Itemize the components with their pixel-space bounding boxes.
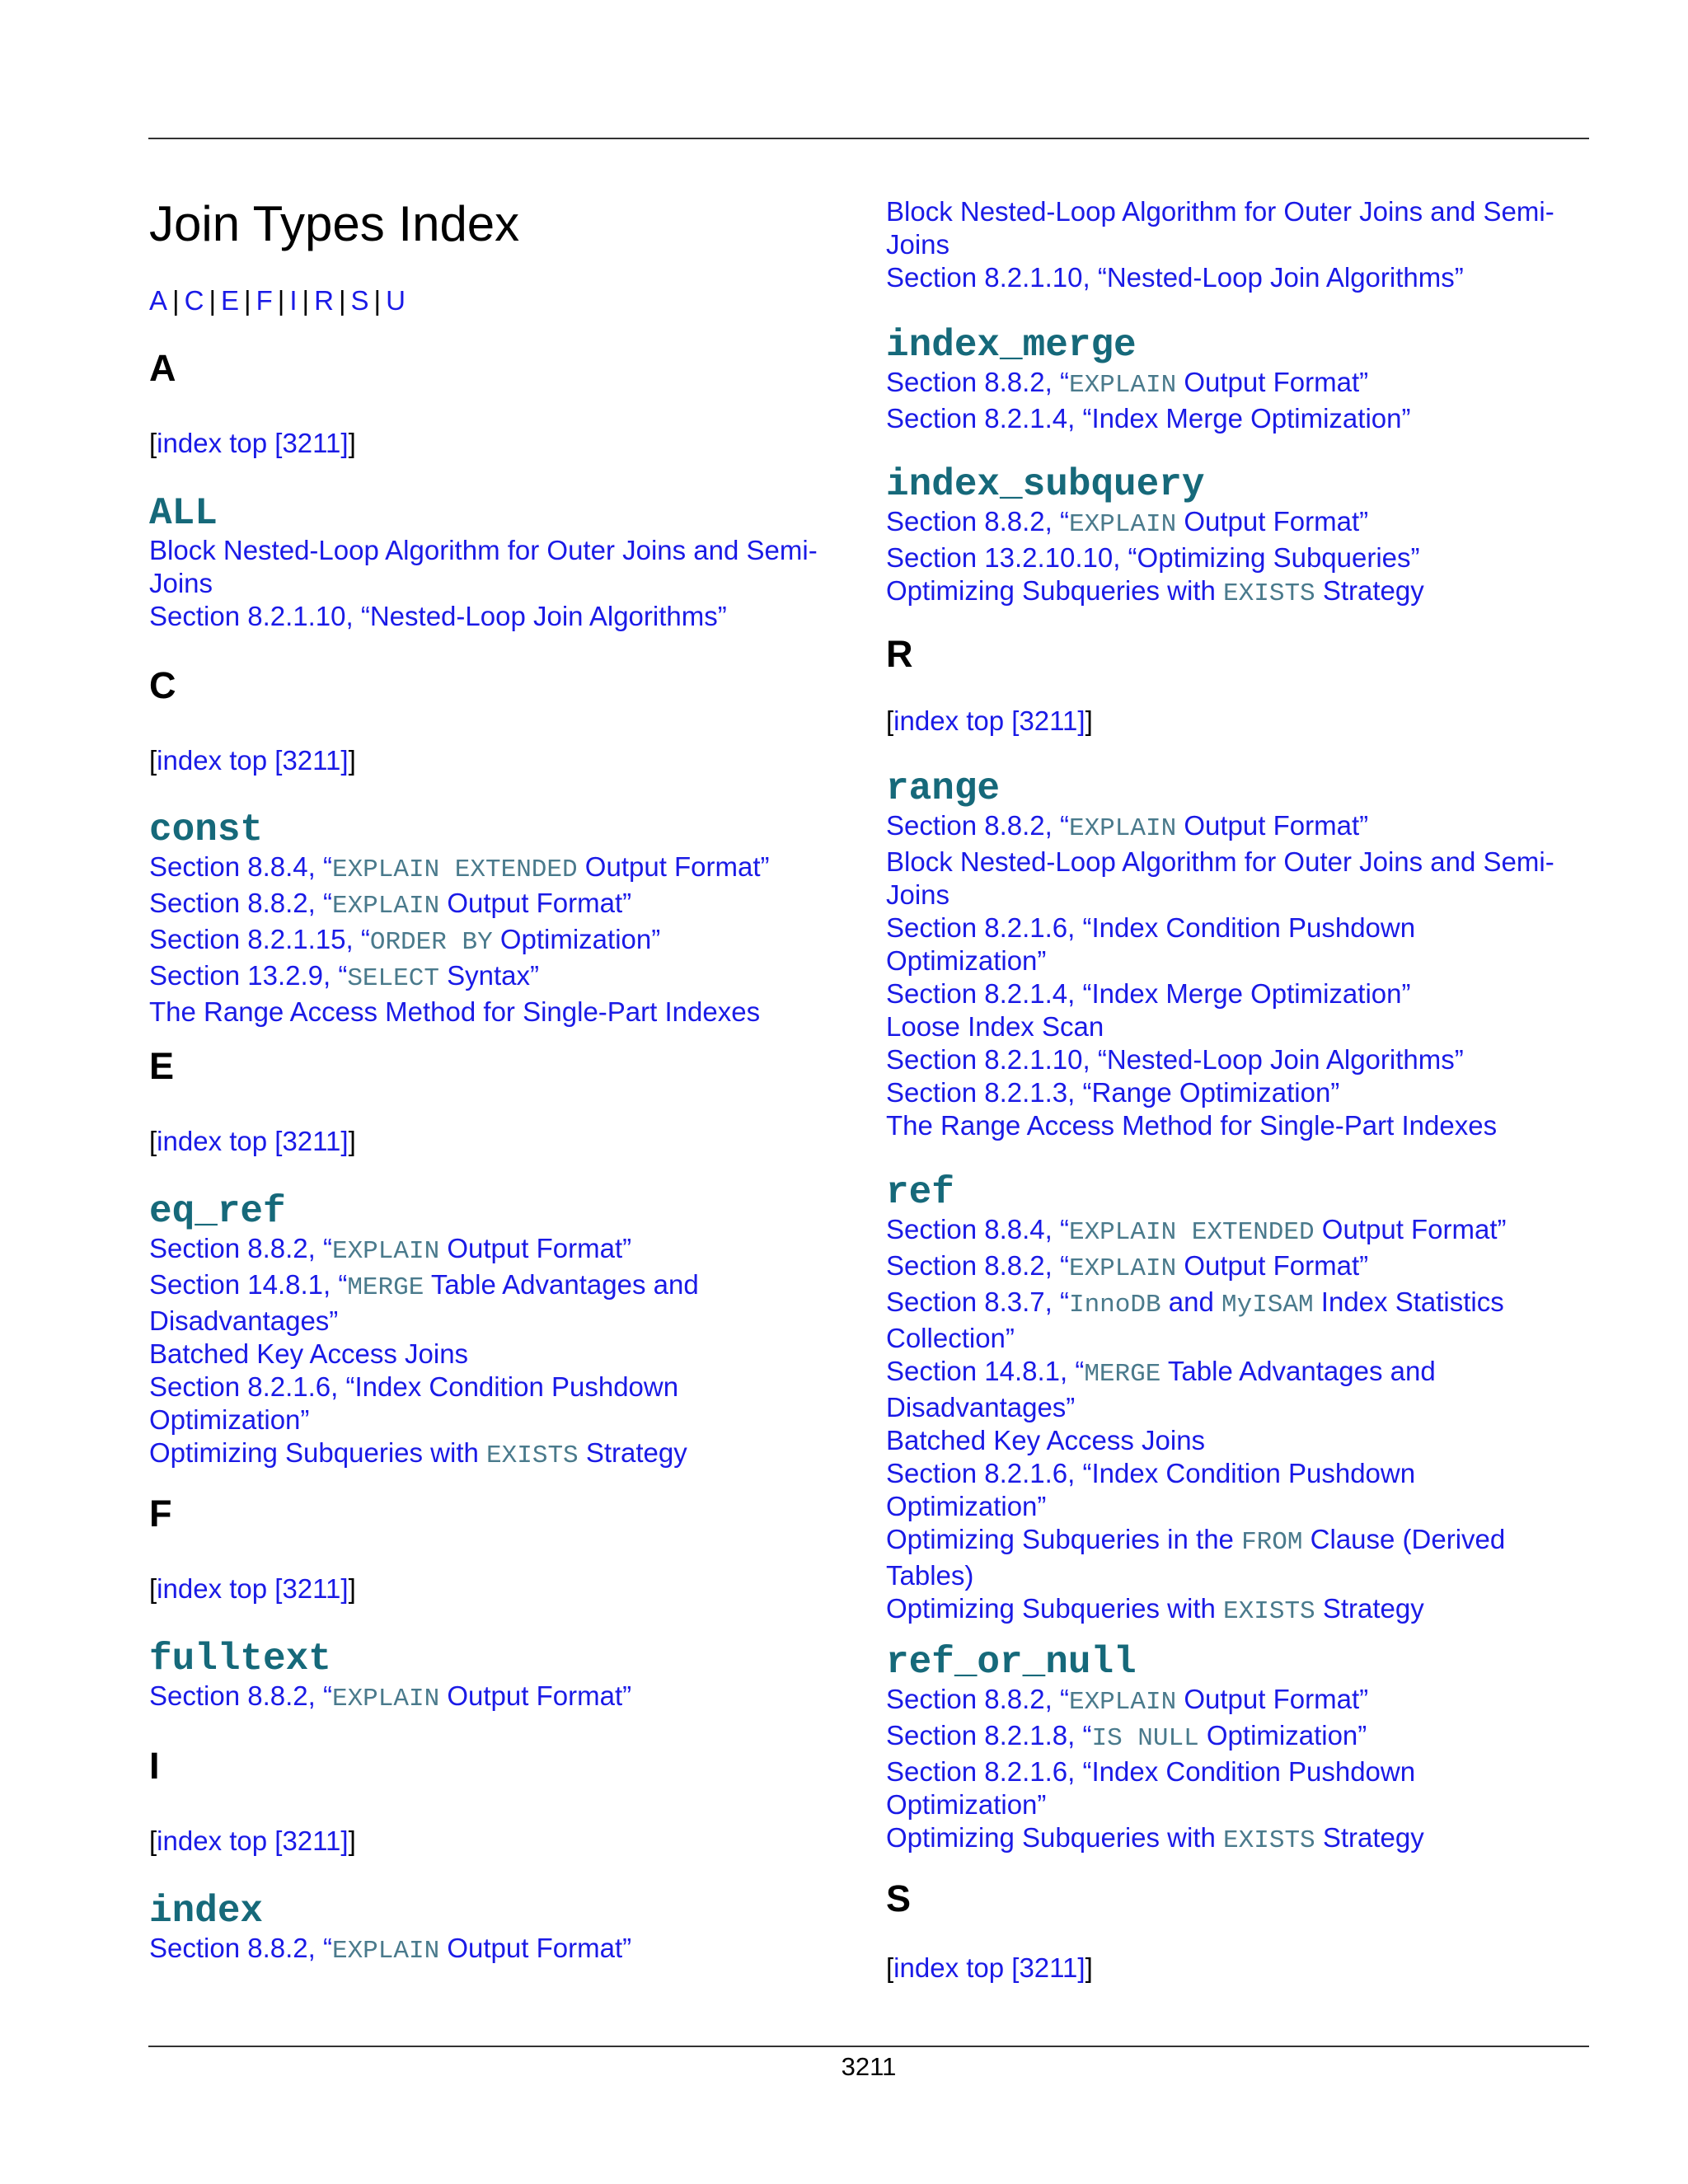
nav-separator: |	[172, 285, 180, 316]
term-name: const	[149, 808, 264, 851]
letter-nav-link-s[interactable]: S	[350, 285, 369, 316]
index-entry-link[interactable]	[886, 1249, 1595, 1286]
index-top-anchor[interactable]: index top [3211]	[157, 1126, 349, 1156]
index-entry-link[interactable]	[886, 541, 1595, 574]
code-literal: IS NULL	[1091, 1724, 1199, 1753]
entry-text: Optimization”	[886, 1491, 1047, 1521]
entry-text: Disadvantages”	[149, 1305, 339, 1336]
term-fulltext	[149, 1638, 858, 1716]
entry-text: Optimizing Subqueries with	[886, 575, 1224, 606]
term-name: fulltext	[149, 1638, 331, 1680]
term-index	[149, 1891, 858, 1968]
entry-text: Section 13.2.10.10, “Optimizing Subqueries”	[886, 542, 1420, 573]
index-entry-link[interactable]	[149, 534, 858, 600]
entry-text: Batched Key Access Joins	[886, 1425, 1206, 1455]
term-const	[149, 809, 858, 1029]
entry-text: Index Statistics	[1313, 1286, 1504, 1317]
nav-separator: |	[209, 285, 217, 316]
code-literal: EXPLAIN	[1068, 510, 1177, 539]
entry-text: Section 8.2.1.4, “Index Merge Optimization”	[886, 403, 1411, 434]
term-name: ref	[886, 1171, 954, 1214]
entry-text: Joins	[149, 568, 213, 598]
entry-text: Strategy	[1315, 1593, 1424, 1624]
entry-text: Section 8.8.2, “	[886, 1250, 1069, 1281]
entry-text: Section 14.8.1, “	[149, 1269, 348, 1300]
entry-text: Batched Key Access Joins	[149, 1338, 469, 1369]
code-literal: MERGE	[1084, 1360, 1161, 1389]
index-entry-link[interactable]	[886, 261, 1595, 294]
index-entry-link[interactable]	[149, 959, 858, 996]
index-entry-link[interactable]	[886, 1010, 1595, 1043]
letter-nav-link-i[interactable]: I	[289, 285, 298, 316]
letter-heading-s: S	[886, 1877, 912, 1919]
code-literal: EXPLAIN	[1068, 1254, 1177, 1283]
code-literal: EXPLAIN	[331, 1685, 440, 1713]
term-name: index_merge	[886, 324, 1137, 367]
index-top-anchor[interactable]: index top [3211]	[157, 745, 349, 776]
index-entry-link[interactable]	[886, 505, 1595, 541]
term-name: range	[886, 767, 1001, 810]
index-top-link-c[interactable]: [index top [3211]]	[149, 745, 356, 776]
index-entry-link[interactable]	[886, 1457, 1595, 1523]
index-top-anchor[interactable]: index top [3211]	[893, 705, 1085, 736]
letter-nav-link-a[interactable]: A	[149, 285, 168, 316]
code-literal: MERGE	[347, 1273, 424, 1302]
index-top-anchor[interactable]: index top [3211]	[157, 428, 349, 458]
entry-text: Section 13.2.9, “	[149, 960, 348, 991]
letter-heading-e: E	[149, 1045, 175, 1087]
letter-nav-link-u[interactable]: U	[386, 285, 406, 316]
entry-text: Joins	[886, 229, 950, 260]
code-literal: EXPLAIN	[331, 1237, 440, 1266]
code-literal: ORDER BY	[369, 928, 493, 957]
entry-text: Section 8.8.2, “	[149, 1233, 332, 1263]
entry-text: Section 8.8.4, “	[886, 1214, 1069, 1244]
index-entry-link[interactable]	[149, 923, 858, 959]
index-top-link-s[interactable]: [index top [3211]]	[886, 1952, 1093, 1983]
code-literal: InnoDB	[1068, 1291, 1161, 1319]
index-entry-link[interactable]	[886, 1424, 1595, 1457]
entry-text: Output Format”	[1314, 1214, 1507, 1244]
index-top-link-i[interactable]: [index top [3211]]	[149, 1825, 356, 1856]
letter-nav-link-c[interactable]: C	[184, 285, 204, 316]
term-name: eq_ref	[149, 1190, 286, 1233]
index-entry-link[interactable]	[149, 996, 858, 1029]
entry-text: Strategy	[578, 1437, 687, 1468]
entry-text: Section 8.8.2, “	[886, 506, 1069, 537]
entry-text: Tables)	[886, 1560, 974, 1591]
entry-text: Output Format”	[1176, 1684, 1369, 1714]
code-literal: EXISTS	[486, 1441, 579, 1470]
entry-text: Output Format”	[1176, 367, 1369, 397]
index-top-link-e[interactable]: [index top [3211]]	[149, 1126, 356, 1156]
code-literal: EXPLAIN EXTENDED	[331, 855, 578, 884]
index-entry-link[interactable]	[886, 1719, 1595, 1755]
index-entry-link[interactable]	[886, 846, 1595, 912]
page-number: 3211	[841, 2052, 897, 2081]
entry-text: Output Format”	[577, 851, 770, 882]
entry-text: Section 8.2.1.3, “Range Optimization”	[886, 1077, 1340, 1108]
entry-text: Optimizing Subqueries with	[886, 1593, 1224, 1624]
entry-text: Optimization”	[1198, 1720, 1367, 1750]
index-entry-link[interactable]	[886, 1592, 1595, 1629]
entry-text: Section 8.2.1.10, “Nested-Loop Join Algorithms”	[886, 262, 1464, 293]
code-literal: EXPLAIN	[1068, 1688, 1177, 1717]
entry-text: Section 8.8.2, “	[886, 1684, 1069, 1714]
index-entry-link[interactable]	[149, 1680, 858, 1716]
entry-text: Section 8.8.2, “	[149, 1680, 332, 1711]
entry-text: Section 8.2.1.6, “Index Condition Pushdown	[886, 912, 1416, 943]
nav-separator: |	[373, 285, 382, 316]
index-entry-link[interactable]	[886, 977, 1595, 1010]
entry-text: Output Format”	[1176, 506, 1369, 537]
entry-text: Section 8.2.1.10, “Nested-Loop Join Algorithms”	[886, 1044, 1464, 1075]
letter-heading-c: C	[149, 664, 176, 706]
letter-heading-a: A	[149, 347, 176, 389]
entry-text: Block Nested-Loop Algorithm for Outer Joins and Semi-	[149, 535, 818, 565]
index-entry-link[interactable]	[149, 1932, 858, 1968]
index-entry-link[interactable]	[149, 600, 858, 633]
entry-text: Section 8.8.2, “	[886, 810, 1069, 841]
entry-text: Output Format”	[439, 888, 632, 918]
entry-text: Loose Index Scan	[886, 1011, 1104, 1042]
term-name: index	[149, 1890, 264, 1933]
nav-separator: |	[338, 285, 346, 316]
nav-separator: |	[277, 285, 285, 316]
entry-text: Optimization”	[492, 924, 661, 954]
entry-text: The Range Access Method for Single-Part Indexes	[886, 1110, 1498, 1141]
index-top-link-f[interactable]: [index top [3211]]	[149, 1573, 356, 1604]
entry-text: Table Advantages and	[424, 1269, 699, 1300]
entry-text: Section 8.8.4, “	[149, 851, 332, 882]
entry-text: Section 8.3.7, “	[886, 1286, 1069, 1317]
entry-text: Section 8.8.2, “	[886, 367, 1069, 397]
letter-nav-link-f[interactable]: F	[256, 285, 273, 316]
entry-text: Output Format”	[439, 1680, 632, 1711]
entry-text: Optimization”	[886, 945, 1047, 976]
index-entry-link[interactable]	[149, 1232, 858, 1268]
entry-text: Section 8.2.1.6, “Index Condition Pushdown	[886, 1756, 1416, 1787]
index-entry-link[interactable]	[886, 366, 1595, 402]
entry-text: Section 8.2.1.8, “	[886, 1720, 1092, 1750]
index-top-anchor[interactable]: index top [3211]	[893, 1952, 1085, 1983]
entry-text: Output Format”	[439, 1933, 632, 1963]
top-rule	[148, 138, 1589, 139]
entry-text: and	[1160, 1286, 1221, 1317]
entry-text: Block Nested-Loop Algorithm for Outer Joins and Semi-	[886, 846, 1554, 877]
entry-text: Optimization”	[149, 1404, 310, 1435]
index-entry-link[interactable]	[886, 1043, 1595, 1076]
entry-text: Syntax”	[438, 960, 539, 991]
entry-text: Table Advantages and	[1160, 1356, 1436, 1386]
index-entry-link[interactable]	[886, 1755, 1595, 1821]
term-ref-or-null	[886, 1642, 1595, 1858]
code-literal: SELECT	[347, 964, 439, 993]
letter-nav-link-r[interactable]: R	[314, 285, 334, 316]
entry-text: Section 8.2.1.10, “Nested-Loop Join Algorithms”	[149, 601, 727, 631]
entry-text: Output Format”	[439, 1233, 632, 1263]
index-top-link-r[interactable]: [index top [3211]]	[886, 705, 1093, 736]
index-entry-link[interactable]	[149, 1338, 858, 1371]
entry-text: Clause (Derived	[1302, 1524, 1506, 1554]
index-entry-link[interactable]	[886, 1355, 1595, 1424]
letter-heading-i: I	[149, 1745, 160, 1787]
term-name: ALL	[149, 492, 218, 535]
entry-text: Optimizing Subqueries with	[149, 1437, 487, 1468]
code-literal: EXISTS	[1223, 1597, 1315, 1626]
page-title: Join Types Index	[149, 196, 520, 251]
code-literal: EXPLAIN EXTENDED	[1068, 1218, 1315, 1247]
index-entry-link[interactable]	[149, 851, 858, 887]
code-literal: EXPLAIN	[331, 892, 440, 921]
index-entry-link[interactable]	[886, 574, 1595, 611]
index-entry-link[interactable]	[886, 1286, 1595, 1355]
entry-text: Strategy	[1315, 1822, 1424, 1853]
term-range	[886, 768, 1595, 1142]
entry-text: Optimizing Subqueries in the	[886, 1524, 1242, 1554]
entry-text: Optimization”	[886, 1789, 1047, 1820]
entry-text: Block Nested-Loop Algorithm for Outer Joins and Semi-	[886, 196, 1554, 227]
term-index-subquery	[886, 464, 1595, 611]
bottom-rule	[148, 2046, 1589, 2047]
index-entry-link[interactable]	[886, 809, 1595, 846]
letter-nav	[149, 284, 406, 317]
index-entry-link[interactable]	[886, 1683, 1595, 1719]
term-index-merge	[886, 325, 1595, 435]
index-entry-link[interactable]	[886, 912, 1595, 977]
index-entry-link[interactable]	[886, 1523, 1595, 1592]
index-entry-link[interactable]	[149, 1436, 858, 1473]
entry-text: Section 14.8.1, “	[886, 1356, 1085, 1386]
index-entry-link[interactable]	[886, 1213, 1595, 1249]
term-name: index_subquery	[886, 463, 1205, 506]
entry-text: Section 8.8.2, “	[149, 1933, 332, 1963]
entry-text: Section 8.2.1.6, “Index Condition Pushdown	[149, 1371, 679, 1402]
nav-separator: |	[302, 285, 310, 316]
entry-text: Section 8.8.2, “	[149, 888, 332, 918]
entry-text: Optimizing Subqueries with	[886, 1822, 1224, 1853]
entry-text: Section 8.2.1.4, “Index Merge Optimization”	[886, 978, 1411, 1009]
index-entry-link[interactable]	[886, 1821, 1595, 1858]
index-entry-link[interactable]	[886, 195, 1595, 261]
term-ref	[886, 1172, 1595, 1629]
entry-text: Section 8.2.1.6, “Index Condition Pushdown	[886, 1458, 1416, 1488]
letter-nav-link-e[interactable]: E	[221, 285, 240, 316]
code-literal: MyISAM	[1221, 1291, 1314, 1319]
entry-text: Strategy	[1315, 575, 1424, 606]
entry-text: Output Format”	[1176, 810, 1369, 841]
letter-heading-r: R	[886, 633, 913, 675]
index-top-anchor[interactable]: index top [3211]	[157, 1573, 349, 1604]
term-index-continued	[886, 195, 1595, 294]
index-entry-link[interactable]	[886, 1109, 1595, 1142]
entry-text: Disadvantages”	[886, 1392, 1076, 1422]
entry-text: Section 8.2.1.15, “	[149, 924, 370, 954]
term-name: ref_or_null	[886, 1641, 1137, 1684]
code-literal: EXPLAIN	[331, 1937, 440, 1966]
term-all	[149, 493, 858, 633]
nav-separator: |	[244, 285, 251, 316]
letter-heading-f: F	[149, 1493, 172, 1535]
code-literal: FROM	[1241, 1528, 1303, 1557]
entry-text: Joins	[886, 879, 950, 910]
entry-text: Collection”	[886, 1323, 1015, 1353]
index-entry-link[interactable]	[149, 1371, 858, 1436]
index-entry-link[interactable]	[886, 1076, 1595, 1109]
index-top-anchor[interactable]: index top [3211]	[157, 1825, 349, 1856]
code-literal: EXISTS	[1223, 1826, 1315, 1855]
index-entry-link[interactable]	[886, 402, 1595, 435]
code-literal: EXISTS	[1223, 579, 1315, 608]
code-literal: EXPLAIN	[1068, 814, 1177, 843]
entry-text: Output Format”	[1176, 1250, 1369, 1281]
index-entry-link[interactable]	[149, 1268, 858, 1338]
term-eq-ref	[149, 1191, 858, 1473]
index-top-link-a[interactable]: [index top [3211]]	[149, 428, 356, 458]
entry-text: The Range Access Method for Single-Part Indexes	[149, 996, 761, 1027]
code-literal: EXPLAIN	[1068, 371, 1177, 400]
index-entry-link[interactable]	[149, 887, 858, 923]
